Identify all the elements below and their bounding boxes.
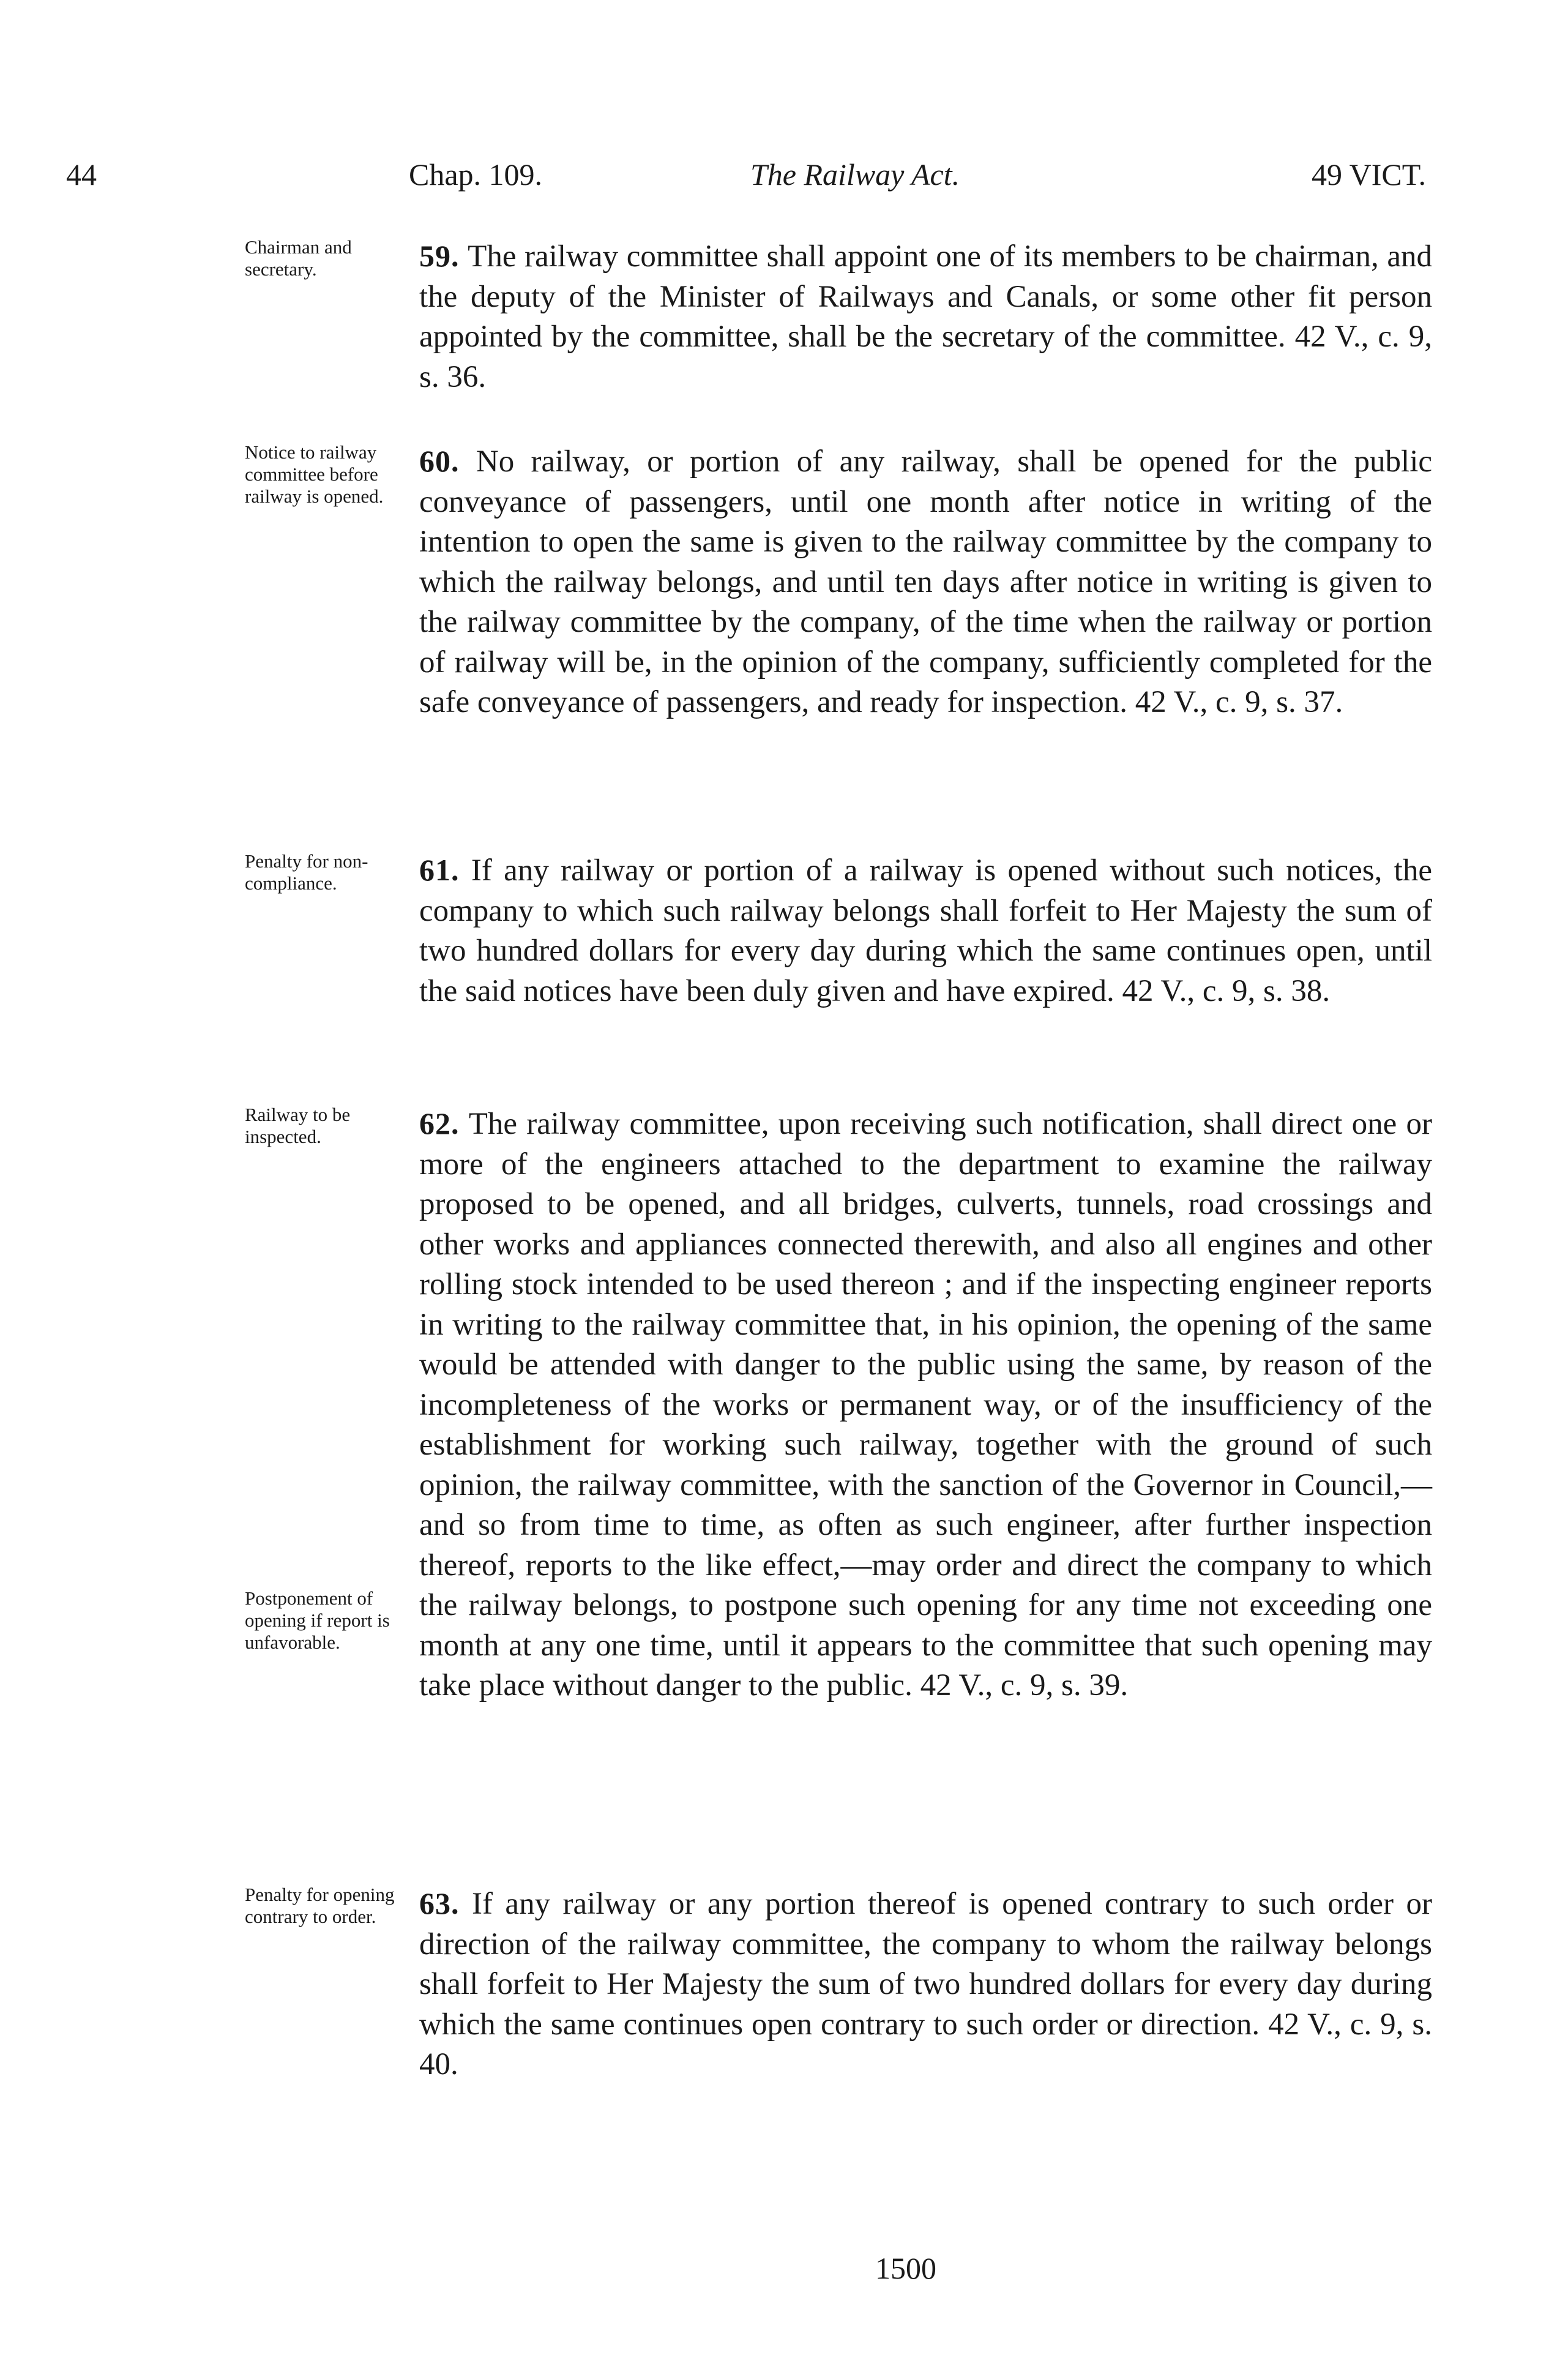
margin-note-postponement: Postponement of opening if report is unfavorable. [245,1587,390,1653]
section-number: 61. [419,853,460,887]
section-number: 63. [419,1886,460,1920]
regnal-year: 49 VICT. [1312,157,1427,192]
section-number: 59. [419,239,460,273]
section-63-text [419,1884,1432,2085]
margin-note-penalty-noncompliance: Penalty for non-compliance. [245,850,368,894]
margin-note-penalty-contrary: Penalty for opening contrary to order. [245,1884,395,1927]
section-body: If any railway or portion of a railway is opened without such notices, the company to which such railway belongs shall forfeit to Her Majesty the sum of two hundred dollars for every day during which the same continues open, until the said notices have been duly given and have expired. 42 V., c. 9, s. 38. [419,853,1432,1008]
section-number: 60. [419,444,460,478]
section-61-text [419,850,1432,1011]
section-62-text [419,1104,1432,1706]
section-body: The railway committee, upon receiving such notification, shall direct one or more of the engineers attached to the department to examine the railway proposed to be opened, and all bridges, culverts, tunnels, road crossings and other works and appliances connected therewith, and also all engines and other rolling stock intended to be used thereon ; and if the inspecting engineer reports in writing to the railway committee that, in his opinion, the opening of the same would be attended with danger to the public using the same, by reason of the incompleteness of the works or permanent way, or of the insufficiency of the establishment for working such railway, together with the ground of such opinion, the railway committee, with the sanction of the Governor in Council,—and so from time to time, as often as such engineer, after further inspection thereof, reports to the like effect,—may order and direct the company to which the railway belongs, to postpone such opening for any time not exceeding one month at any one time, until it appears to the committee that such opening may take place without danger to the public. 42 V., c. 9, s. 39. [419,1107,1433,1703]
folio-number: 1500 [875,2251,936,2285]
section-60-text [419,441,1432,723]
margin-note-inspection: Railway to be inspected. [245,1104,351,1147]
section-body: No railway, or portion of any railway, shall be opened for the public conveyance of passengers, until one month after notice in writing of the intention to open the same is given to the railway committee by the company to which the railway belongs, and until ten days after notice in writing is given to the railway committee by the company, of the time when the railway or portion of railway will be, in the opinion of the company, sufficiently completed for the safe conveyance of passengers, and ready for inspection. 42 V., c. 9, s. 37. [419,444,1433,719]
margin-note-notice: Notice to railway committee before railway is opened. [245,441,384,507]
section-59-text [419,236,1432,397]
section-body: If any railway or any portion thereof is opened contrary to such order or direction of the railway committee, the company to whom the railway belongs shall forfeit to Her Majesty the sum of two hundred dollars for every day during which the same continues open contrary to such order or direction. 42 V., c. 9, s. 40. [419,1887,1432,2081]
chapter-label: Chap. 109. [409,157,543,192]
section-body: The railway committee shall appoint one of its members to be chairman, and the deputy of the Minister of Railways and Canals, or some other fit person appointed by the committee, shall be the secretary of the committee. 42 V., c. 9, s. 36. [419,239,1432,394]
section-number: 62. [419,1106,460,1141]
margin-note-chairman: Chairman and secretary. [245,236,352,280]
page-number: 44 [66,157,97,192]
running-title: The Railway Act. [750,157,960,192]
